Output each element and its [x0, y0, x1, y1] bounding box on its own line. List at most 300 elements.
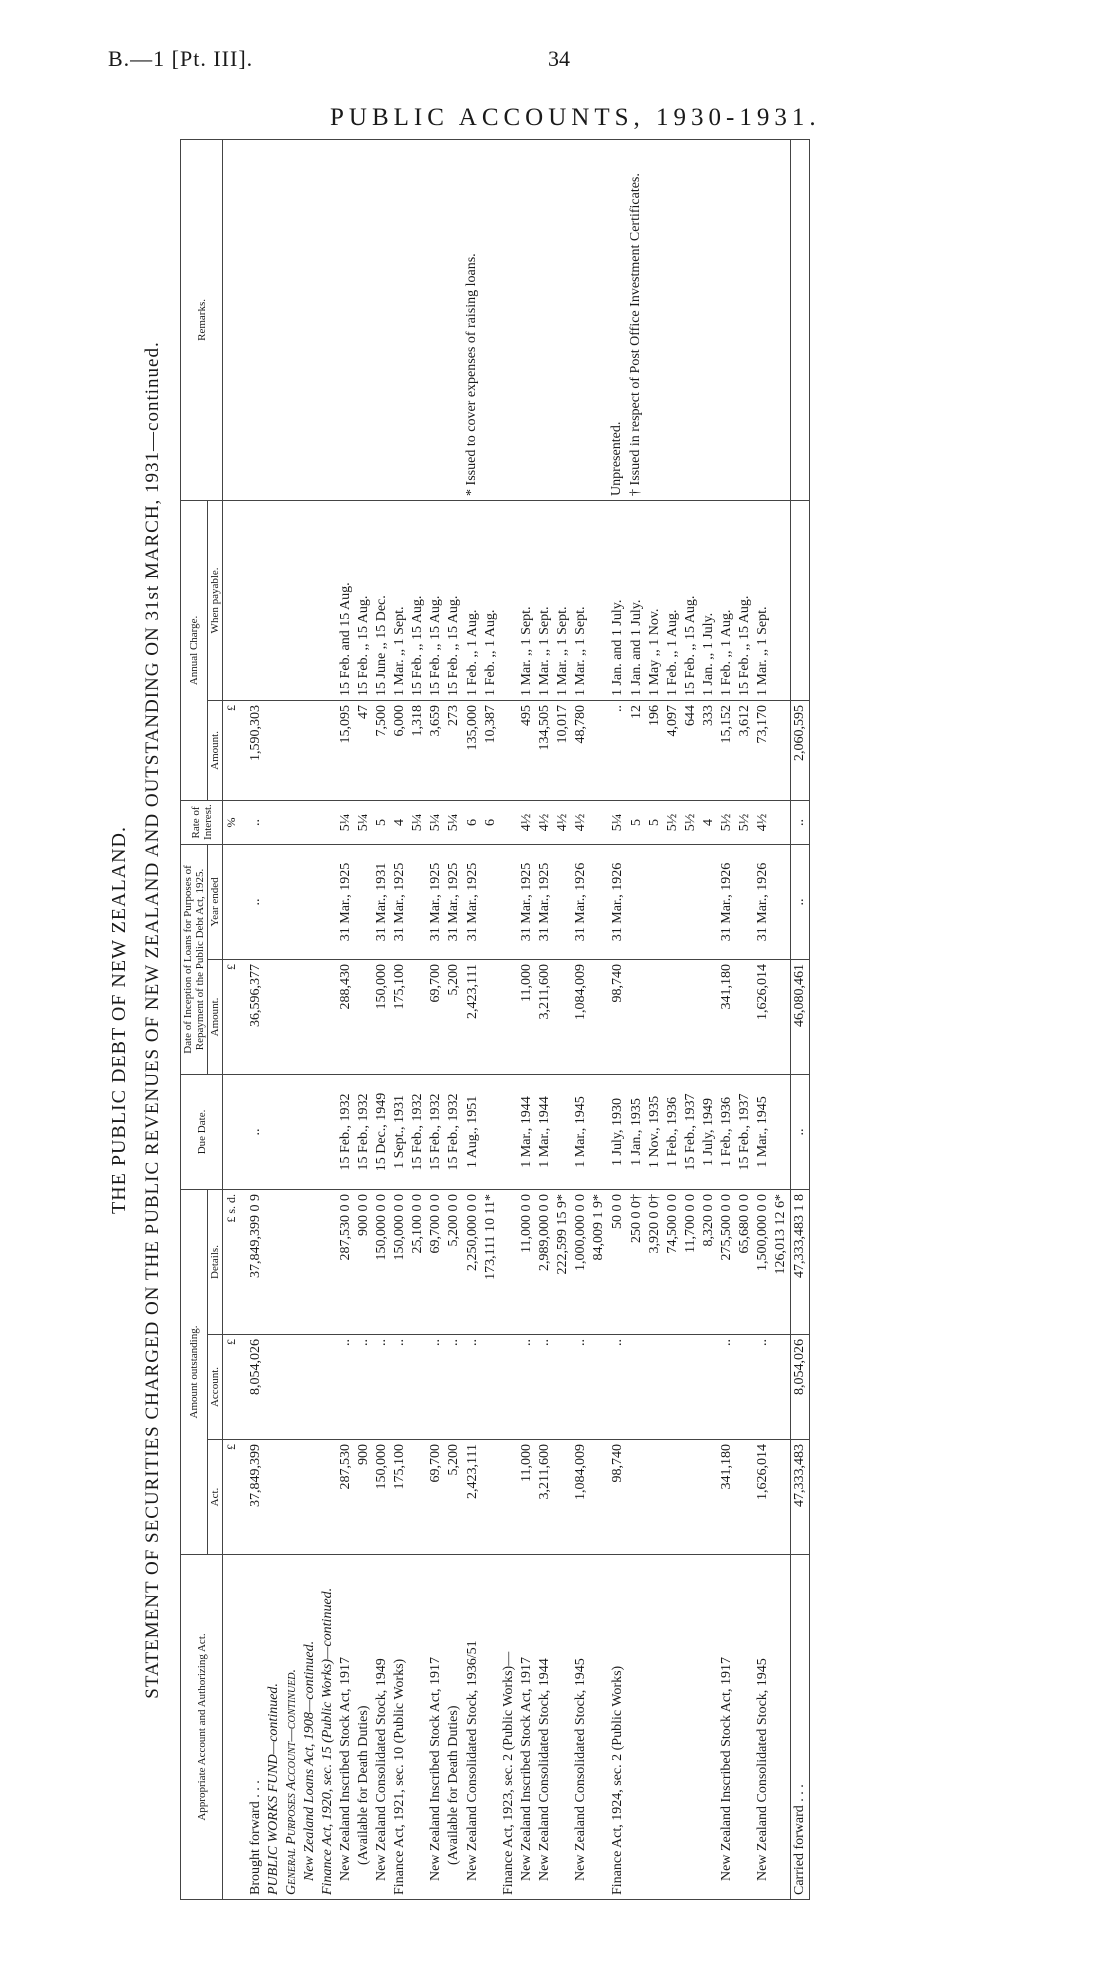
act-name-cell	[736, 1555, 754, 1900]
due-date-cell: 15 Feb., 1932	[427, 1074, 445, 1189]
inception-year-cell	[500, 844, 518, 959]
when-payable-cell: 1 Jan. and 1 July.	[627, 500, 646, 700]
details-cell	[265, 1189, 283, 1334]
inception-amount-cell: 1,626,014	[754, 959, 772, 1074]
act-cell: 287,530	[337, 1440, 355, 1555]
col-rate: Rate of Interest.	[181, 800, 223, 844]
act-cell: 98,740	[608, 1440, 627, 1555]
remark-cell	[355, 139, 373, 500]
annual-charge-cell: 333	[700, 700, 718, 800]
account-cell: ..	[572, 1335, 590, 1440]
act-name-cell: New Zealand Inscribed Stock Act, 1917	[337, 1555, 355, 1900]
remark-cell	[536, 139, 554, 500]
rate-cell	[265, 800, 283, 844]
remark-cell: † Issued in respect of Post Office Investment Certificates.	[627, 139, 646, 500]
due-date-cell: 1 Feb., 1936	[718, 1074, 736, 1189]
due-date-cell: 15 Feb., 1937	[682, 1074, 700, 1189]
details-cell: 11,000 0 0	[518, 1189, 536, 1334]
when-payable-cell: 15 June ,, 15 Dec.	[373, 500, 391, 700]
document-subtitle: STATEMENT OF SECURITIES CHARGED ON THE PUBLIC REVENUES OF NEW ZEALAND AND OUTSTANDING ON 31st MARCH, 1931—continued.	[142, 341, 163, 1699]
table-row	[337, 139, 355, 1899]
rate-cell	[590, 800, 608, 844]
act-cell	[301, 1440, 319, 1555]
inception-year-cell	[682, 844, 700, 959]
inception-amount-cell: 69,700	[427, 959, 445, 1074]
page-number: 34	[548, 46, 570, 71]
table-row	[608, 139, 627, 1899]
table-row	[664, 139, 682, 1899]
unit-ac-amount: £	[223, 700, 241, 800]
account-cell	[590, 1335, 608, 1440]
col-due-date: Due Date.	[181, 1074, 223, 1189]
inception-year-cell: 31 Mar., 1925	[536, 844, 554, 959]
due-date-cell: 15 Feb., 1937	[736, 1074, 754, 1189]
when-payable-cell	[265, 500, 283, 700]
col-inc-amount: Amount.	[208, 959, 223, 1074]
details-cell	[301, 1189, 319, 1334]
when-payable-cell	[772, 500, 791, 700]
inception-year-cell: 31 Mar., 1926	[608, 844, 627, 959]
when-payable-cell: 1 Mar. ,, 1 Sept.	[536, 500, 554, 700]
when-payable-cell	[590, 500, 608, 700]
table-row	[301, 139, 319, 1899]
inception-year-cell	[409, 844, 427, 959]
when-payable-cell	[283, 500, 301, 700]
act-name-cell: Finance Act, 1924, sec. 2 (Public Works)	[608, 1555, 627, 1900]
total-inception-year-cell: ..	[790, 844, 809, 959]
table-row	[627, 139, 646, 1899]
act-name-cell: General Purposes Account—continued.	[283, 1555, 301, 1900]
account-cell	[772, 1335, 791, 1440]
act-cell	[627, 1440, 646, 1555]
annual-charge-cell: 1,590,303	[240, 700, 265, 800]
details-cell: 126,013 12 6*	[772, 1189, 791, 1334]
remark-cell	[445, 139, 463, 500]
annual-charge-cell: 7,500	[373, 700, 391, 800]
inception-year-cell	[265, 844, 283, 959]
rate-cell: 5¼	[355, 800, 373, 844]
annual-charge-cell: 47	[355, 700, 373, 800]
account-cell: ..	[536, 1335, 554, 1440]
act-cell: 2,423,111	[463, 1440, 482, 1555]
act-name-cell: (Available for Death Duties)	[355, 1555, 373, 1900]
due-date-cell: 1 Nov., 1935	[646, 1074, 664, 1189]
unit-act: £	[223, 1440, 241, 1555]
col-amount-outstanding: Amount outstanding.	[181, 1189, 208, 1554]
inception-amount-cell	[482, 959, 500, 1074]
running-header-reference: B.—1 [Pt. III].	[108, 46, 254, 71]
rate-cell: 4	[700, 800, 718, 844]
when-payable-cell: 1 Feb. ,, 1 Aug.	[482, 500, 500, 700]
inception-amount-cell	[664, 959, 682, 1074]
annual-charge-cell	[590, 700, 608, 800]
act-cell: 900	[355, 1440, 373, 1555]
when-payable-cell: 15 Feb. ,, 15 Aug.	[427, 500, 445, 700]
act-cell	[700, 1440, 718, 1555]
inception-year-cell	[664, 844, 682, 959]
table-row	[682, 139, 700, 1899]
account-cell	[700, 1335, 718, 1440]
inception-amount-cell	[736, 959, 754, 1074]
annual-charge-cell: 134,505	[536, 700, 554, 800]
details-cell: 2,250,000 0 0	[463, 1189, 482, 1334]
details-cell: 11,700 0 0	[682, 1189, 700, 1334]
unit-rate: %	[223, 800, 241, 844]
inception-amount-cell: 36,596,377	[240, 959, 265, 1074]
annual-charge-cell: 196	[646, 700, 664, 800]
table-row	[718, 139, 736, 1899]
inception-year-cell	[627, 844, 646, 959]
details-cell: 275,500 0 0	[718, 1189, 736, 1334]
rate-cell: 5¼	[409, 800, 427, 844]
account-cell: ..	[427, 1335, 445, 1440]
due-date-cell: 1 Feb., 1936	[664, 1074, 682, 1189]
inception-year-cell: 31 Mar., 1925	[391, 844, 409, 959]
rate-cell	[283, 800, 301, 844]
account-cell: ..	[355, 1335, 373, 1440]
act-name-cell: PUBLIC WORKS FUND—continued.	[265, 1555, 283, 1900]
inception-year-cell: 31 Mar., 1926	[718, 844, 736, 959]
rate-cell: 5	[373, 800, 391, 844]
remark-cell	[265, 139, 283, 500]
inception-year-cell	[736, 844, 754, 959]
account-cell: ..	[445, 1335, 463, 1440]
act-name-cell: New Zealand Inscribed Stock Act, 1917	[427, 1555, 445, 1900]
account-cell: 8,054,026	[240, 1335, 265, 1440]
account-cell	[283, 1335, 301, 1440]
table-header	[181, 139, 223, 1899]
when-payable-cell: 1 Mar. ,, 1 Sept.	[572, 500, 590, 700]
rate-cell: 6	[482, 800, 500, 844]
details-cell	[319, 1189, 337, 1334]
inception-year-cell: 31 Mar., 1925	[445, 844, 463, 959]
rate-cell	[772, 800, 791, 844]
details-cell: 1,500,000 0 0	[754, 1189, 772, 1334]
rate-cell	[500, 800, 518, 844]
total-remark-cell	[790, 139, 809, 500]
when-payable-cell: 1 Feb. ,, 1 Aug.	[664, 500, 682, 700]
annual-charge-cell: 10,017	[554, 700, 572, 800]
table-row	[427, 139, 445, 1899]
act-cell: 341,180	[718, 1440, 736, 1555]
act-name-cell	[554, 1555, 572, 1900]
annual-charge-cell: 10,387	[482, 700, 500, 800]
remark-cell	[373, 139, 391, 500]
remark-cell	[337, 139, 355, 500]
annual-charge-cell: 73,170	[754, 700, 772, 800]
units-row	[223, 139, 241, 1899]
annual-charge-cell: 3,612	[736, 700, 754, 800]
act-name-cell: New Zealand Loans Act, 1908—continued.	[301, 1555, 319, 1900]
rate-cell: 4½	[572, 800, 590, 844]
inception-amount-cell	[409, 959, 427, 1074]
account-cell: ..	[518, 1335, 536, 1440]
inception-year-cell	[554, 844, 572, 959]
act-name-cell: New Zealand Consolidated Stock, 1944	[536, 1555, 554, 1900]
when-payable-cell: 1 Mar. ,, 1 Sept.	[554, 500, 572, 700]
when-payable-cell	[500, 500, 518, 700]
total-inception-amount-cell: 46,080,461	[790, 959, 809, 1074]
act-cell	[283, 1440, 301, 1555]
act-cell: 175,100	[391, 1440, 409, 1555]
remark-cell	[391, 139, 409, 500]
inception-amount-cell	[283, 959, 301, 1074]
details-cell: 65,680 0 0	[736, 1189, 754, 1334]
account-cell	[736, 1335, 754, 1440]
act-name-cell	[590, 1555, 608, 1900]
table-row	[554, 139, 572, 1899]
act-name-cell	[772, 1555, 791, 1900]
rate-cell: 5¼	[608, 800, 627, 844]
inception-year-cell: 31 Mar., 1925	[463, 844, 482, 959]
act-cell	[772, 1440, 791, 1555]
table-row	[373, 139, 391, 1899]
inception-year-cell	[590, 844, 608, 959]
account-cell: ..	[391, 1335, 409, 1440]
col-inc-year: Year ended	[208, 844, 223, 959]
account-cell	[664, 1335, 682, 1440]
rate-cell: 5¼	[427, 800, 445, 844]
inception-amount-cell: 341,180	[718, 959, 736, 1074]
unit-details: £ s. d.	[223, 1189, 241, 1334]
remark-cell	[646, 139, 664, 500]
act-cell	[646, 1440, 664, 1555]
rate-cell: 4½	[554, 800, 572, 844]
account-cell	[682, 1335, 700, 1440]
account-cell: ..	[608, 1335, 627, 1440]
inception-amount-cell	[682, 959, 700, 1074]
remark-cell	[590, 139, 608, 500]
inception-year-cell	[301, 844, 319, 959]
securities-table	[180, 139, 810, 1900]
table-row	[500, 139, 518, 1899]
inception-amount-cell	[627, 959, 646, 1074]
inception-amount-cell: 150,000	[373, 959, 391, 1074]
remark-cell	[554, 139, 572, 500]
inception-amount-cell	[355, 959, 373, 1074]
rate-cell: 5½	[682, 800, 700, 844]
inception-year-cell	[646, 844, 664, 959]
table-row	[482, 139, 500, 1899]
act-cell	[682, 1440, 700, 1555]
act-cell	[482, 1440, 500, 1555]
table-row	[265, 139, 283, 1899]
due-date-cell	[500, 1074, 518, 1189]
unit-inc-amount: £	[223, 959, 241, 1074]
inception-amount-cell	[772, 959, 791, 1074]
details-cell: 150,000 0 0	[391, 1189, 409, 1334]
when-payable-cell: 1 Mar. ,, 1 Sept.	[391, 500, 409, 700]
details-cell	[283, 1189, 301, 1334]
account-cell	[319, 1335, 337, 1440]
inception-amount-cell	[646, 959, 664, 1074]
annual-charge-cell: 644	[682, 700, 700, 800]
account-cell	[500, 1335, 518, 1440]
remark-cell	[700, 139, 718, 500]
rate-cell: 5	[646, 800, 664, 844]
account-cell	[554, 1335, 572, 1440]
annual-charge-cell: 15,152	[718, 700, 736, 800]
annual-charge-cell: 12	[627, 700, 646, 800]
table-row	[772, 139, 791, 1899]
act-name-cell: New Zealand Consolidated Stock, 1949	[373, 1555, 391, 1900]
annual-charge-cell: 1,318	[409, 700, 427, 800]
account-cell	[627, 1335, 646, 1440]
remark-cell	[482, 139, 500, 500]
act-name-cell	[664, 1555, 682, 1900]
remark-cell	[240, 139, 265, 500]
table-row	[572, 139, 590, 1899]
rate-cell: 5	[627, 800, 646, 844]
annual-charge-cell	[265, 700, 283, 800]
total-when-payable-cell	[790, 500, 809, 700]
rate-cell: 4	[391, 800, 409, 844]
inception-amount-cell: 175,100	[391, 959, 409, 1074]
when-payable-cell: 1 Jan. and 1 July.	[608, 500, 627, 700]
act-name-cell: Finance Act, 1921, sec. 10 (Public Works)	[391, 1555, 409, 1900]
col-details: Details.	[208, 1189, 223, 1334]
account-cell	[409, 1335, 427, 1440]
when-payable-cell: 1 Mar. ,, 1 Sept.	[518, 500, 536, 700]
account-cell	[646, 1335, 664, 1440]
annual-charge-cell	[772, 700, 791, 800]
inception-amount-cell: 5,200	[445, 959, 463, 1074]
rate-cell	[301, 800, 319, 844]
act-cell	[319, 1440, 337, 1555]
when-payable-cell: 15 Feb. ,, 15 Aug.	[736, 500, 754, 700]
details-cell: 250 0 0†	[627, 1189, 646, 1334]
act-name-cell: Finance Act, 1923, sec. 2 (Public Works)—	[500, 1555, 518, 1900]
due-date-cell: 1 Mar., 1945	[754, 1074, 772, 1189]
annual-charge-cell: 48,780	[572, 700, 590, 800]
annual-charge-cell: 495	[518, 700, 536, 800]
table-row	[700, 139, 718, 1899]
due-date-cell: 15 Feb., 1932	[409, 1074, 427, 1189]
inception-amount-cell: 2,423,111	[463, 959, 482, 1074]
due-date-cell	[319, 1074, 337, 1189]
total-account-cell: 8,054,026	[790, 1335, 809, 1440]
act-cell: 150,000	[373, 1440, 391, 1555]
due-date-cell: 1 Jan., 1935	[627, 1074, 646, 1189]
table-row	[240, 139, 265, 1899]
inception-amount-cell: 3,211,600	[536, 959, 554, 1074]
inception-year-cell: ..	[240, 844, 265, 959]
total-rate-cell: ..	[790, 800, 809, 844]
due-date-cell	[554, 1074, 572, 1189]
details-cell: 173,111 10 11*	[482, 1189, 500, 1334]
details-cell: 5,200 0 0	[445, 1189, 463, 1334]
act-name-cell	[646, 1555, 664, 1900]
inception-year-cell: 31 Mar., 1926	[754, 844, 772, 959]
when-payable-cell: 15 Feb. ,, 15 Aug.	[409, 500, 427, 700]
annual-charge-cell: 4,097	[664, 700, 682, 800]
inception-amount-cell	[700, 959, 718, 1074]
remark-cell	[718, 139, 736, 500]
act-cell: 5,200	[445, 1440, 463, 1555]
col-when-payable: When payable.	[208, 500, 223, 700]
due-date-cell: 1 July, 1949	[700, 1074, 718, 1189]
act-cell	[664, 1440, 682, 1555]
details-cell: 74,500 0 0	[664, 1189, 682, 1334]
details-cell: 2,989,000 0 0	[536, 1189, 554, 1334]
act-name-cell: (Available for Death Duties)	[445, 1555, 463, 1900]
inception-year-cell	[283, 844, 301, 959]
due-date-cell: 1 Mar., 1944	[518, 1074, 536, 1189]
when-payable-cell: 1 May ,, 1 Nov.	[646, 500, 664, 700]
inception-amount-cell	[554, 959, 572, 1074]
col-annual-charge: Annual Charge.	[181, 500, 208, 800]
remark-cell	[301, 139, 319, 500]
annual-charge-cell: ..	[608, 700, 627, 800]
inception-amount-cell	[590, 959, 608, 1074]
due-date-cell	[772, 1074, 791, 1189]
details-cell: 900 0 0	[355, 1189, 373, 1334]
table-row	[283, 139, 301, 1899]
remark-cell	[319, 139, 337, 500]
due-date-cell: 15 Dec., 1949	[373, 1074, 391, 1189]
inception-amount-cell: 1,084,009	[572, 959, 590, 1074]
rate-cell: 5¼	[445, 800, 463, 844]
account-cell	[482, 1335, 500, 1440]
when-payable-cell: 15 Feb. ,, 15 Aug.	[682, 500, 700, 700]
details-cell: 84,009 1 9*	[590, 1189, 608, 1334]
total-act-name-cell: Carried forward . . .	[790, 1555, 809, 1900]
when-payable-cell: 15 Feb. ,, 15 Aug.	[445, 500, 463, 700]
annual-charge-cell: 6,000	[391, 700, 409, 800]
remark-cell	[754, 139, 772, 500]
table-row	[463, 139, 482, 1899]
details-cell: 222,599 15 9*	[554, 1189, 572, 1334]
rotated-page-content	[100, 140, 1000, 1900]
annual-charge-cell: 15,095	[337, 700, 355, 800]
inception-year-cell	[482, 844, 500, 959]
details-cell: 287,530 0 0	[337, 1189, 355, 1334]
details-cell: 8,320 0 0	[700, 1189, 718, 1334]
when-payable-cell: 1 Feb. ,, 1 Aug.	[463, 500, 482, 700]
details-cell: 69,700 0 0	[427, 1189, 445, 1334]
details-cell: 1,000,000 0 0	[572, 1189, 590, 1334]
inception-amount-cell: 98,740	[608, 959, 627, 1074]
inception-amount-cell	[265, 959, 283, 1074]
table-row	[536, 139, 554, 1899]
due-date-cell: 1 July, 1930	[608, 1074, 627, 1189]
when-payable-cell: 15 Feb. and 15 Aug.	[337, 500, 355, 700]
account-cell	[301, 1335, 319, 1440]
details-cell: 50 0 0	[608, 1189, 627, 1334]
inception-year-cell: 31 Mar., 1925	[337, 844, 355, 959]
table-row	[518, 139, 536, 1899]
rate-cell: 5¼	[337, 800, 355, 844]
details-cell: 3,920 0 0†	[646, 1189, 664, 1334]
total-details-cell: 47,333,483 1 8	[790, 1189, 809, 1334]
when-payable-cell	[240, 500, 265, 700]
remark-cell	[518, 139, 536, 500]
due-date-cell	[265, 1074, 283, 1189]
col-ac-amount: Amount.	[208, 700, 223, 800]
document-title: THE PUBLIC DEBT OF NEW ZEALAND.	[108, 825, 130, 1215]
remark-cell	[664, 139, 682, 500]
table-row	[646, 139, 664, 1899]
inception-amount-cell	[500, 959, 518, 1074]
due-date-cell: 15 Feb., 1932	[355, 1074, 373, 1189]
details-cell: 25,100 0 0	[409, 1189, 427, 1334]
when-payable-cell	[319, 500, 337, 700]
remark-cell	[772, 139, 791, 500]
act-cell	[265, 1440, 283, 1555]
act-name-cell	[409, 1555, 427, 1900]
act-name-cell: Finance Act, 1920, sec. 15 (Public Works)—continued.	[319, 1555, 337, 1900]
account-cell: ..	[718, 1335, 736, 1440]
